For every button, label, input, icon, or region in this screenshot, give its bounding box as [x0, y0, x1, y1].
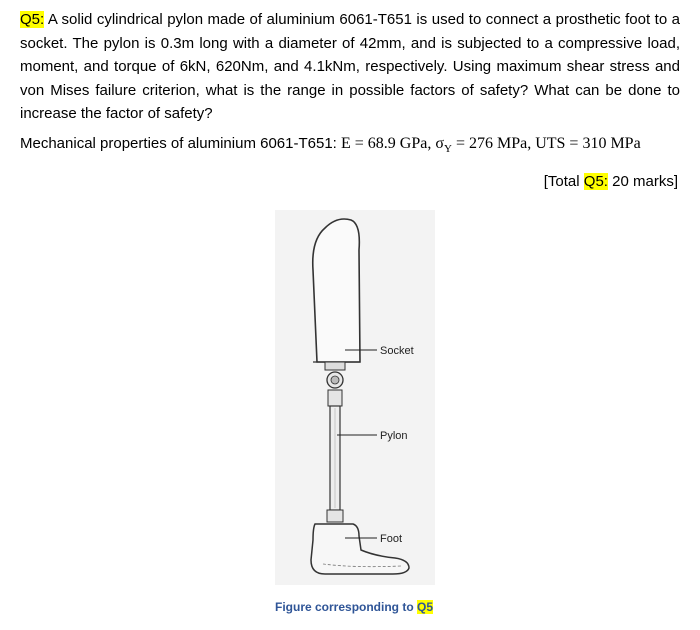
pylon-label: Pylon [380, 430, 408, 442]
socket-shape [313, 219, 360, 362]
caption-text: Figure corresponding to [275, 600, 418, 614]
properties-label: Mechanical properties of aluminium 6061-T651: [20, 135, 341, 152]
total-tag: Q5: [583, 173, 608, 190]
socket-adapter [325, 362, 345, 370]
question-text: A solid cylindrical pylon made of aluminium 6061-T651 is used to connect a prosthetic foot to a socket. The pylon is 0.3m long with a diameter of 42mm, and is subjected to a compressive load, moment, and torque of 6kN, 620Nm, and 4.1kNm, respectively. Using maximum shear stress and von Mises failure criterion, what is the range in possible factors of safety? What can be done to increase the factor of safety? [20, 11, 680, 122]
figure-caption [275, 600, 433, 614]
ultimate-tensile-strength: UTS = 310 MPa [535, 135, 641, 152]
yield-strength-value: = 276 MPa, [451, 135, 536, 152]
foot-label: Foot [380, 533, 403, 545]
yield-strength-symbol: σ [435, 135, 444, 152]
prosthesis-figure [275, 210, 435, 585]
question-paragraph [20, 8, 680, 126]
total-prefix: [Total [543, 173, 584, 190]
caption-tag: Q5 [417, 600, 434, 614]
total-marks [544, 171, 678, 193]
upper-clamp [328, 390, 342, 406]
mechanical-properties [20, 132, 680, 161]
socket-label: Socket [380, 345, 414, 357]
lower-clamp [327, 510, 343, 522]
youngs-modulus: E = 68.9 GPa, [341, 135, 436, 152]
total-suffix: 20 marks] [607, 173, 678, 190]
yield-strength-subscript: Y [443, 143, 452, 155]
question-tag: Q5: [20, 11, 45, 28]
